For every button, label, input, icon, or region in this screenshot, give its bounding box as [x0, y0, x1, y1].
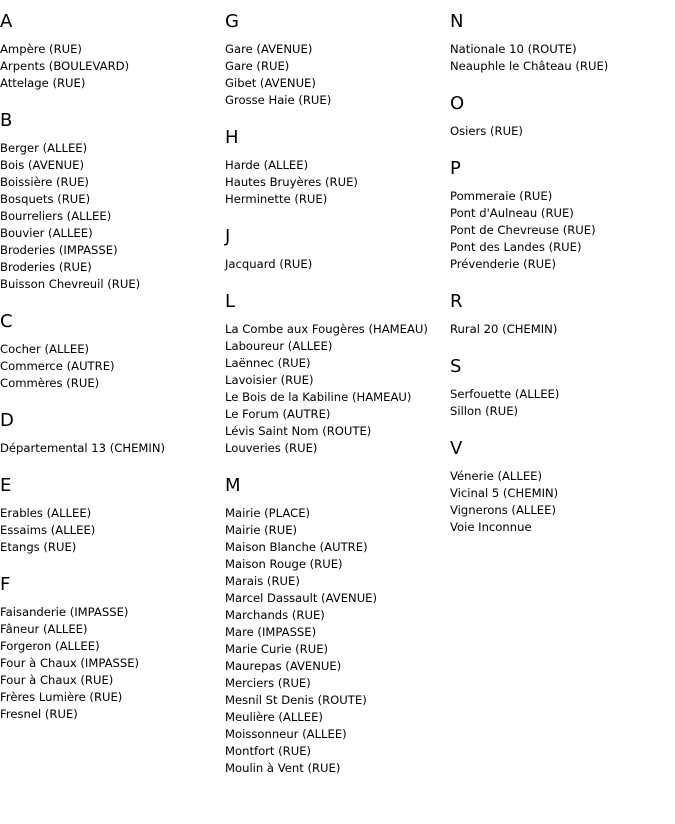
street-entry: Marais (RUE)	[225, 574, 300, 588]
street-entry: Osiers (RUE)	[450, 124, 523, 138]
section-letter-heading: B	[0, 110, 13, 131]
section-letter-heading: P	[450, 158, 461, 179]
street-entry: Lavoisier (RUE)	[225, 373, 314, 387]
street-entry: Louveries (RUE)	[225, 441, 318, 455]
street-entry: Le Bois de la Kabiline (HAMEAU)	[225, 390, 412, 404]
section-letter-heading: M	[225, 475, 241, 496]
street-entry: Pont de Chevreuse (RUE)	[450, 223, 596, 237]
letter-section-d	[0, 410, 220, 457]
section-letter-heading: N	[450, 11, 464, 32]
letter-section-l	[225, 291, 445, 457]
street-entry: Essaims (ALLEE)	[0, 523, 96, 537]
street-entry: Lévis Saint Nom (ROUTE)	[225, 424, 372, 438]
letter-section-r	[450, 291, 670, 338]
section-letter-heading: S	[450, 356, 462, 377]
street-entry: Harde (ALLEE)	[225, 158, 309, 172]
street-entry: Maison Blanche (AUTRE)	[225, 540, 368, 554]
street-entry: Maurepas (AVENUE)	[225, 659, 342, 673]
street-entry: Le Forum (AUTRE)	[225, 407, 331, 421]
section-letter-heading: R	[450, 291, 463, 312]
letter-section-c	[0, 311, 220, 392]
letter-section-a	[0, 11, 220, 92]
street-entry: Départemental 13 (CHEMIN)	[0, 441, 166, 455]
letter-section-e	[0, 475, 220, 556]
letter-section-j	[225, 226, 445, 273]
letter-section-g	[225, 11, 445, 109]
section-letter-heading: E	[0, 475, 12, 496]
street-entry: Marchands (RUE)	[225, 608, 325, 622]
street-entry: Laboureur (ALLEE)	[225, 339, 333, 353]
street-entry: Sillon (RUE)	[450, 404, 519, 418]
street-entry: Vicinal 5 (CHEMIN)	[450, 486, 559, 500]
street-entry: Gare (AVENUE)	[225, 42, 313, 56]
letter-section-f	[0, 574, 220, 723]
section-letter-heading: L	[225, 291, 236, 312]
street-entry: Montfort (RUE)	[225, 744, 312, 758]
section-letter-heading: F	[0, 574, 11, 595]
section-letter-heading: D	[0, 410, 14, 431]
street-entry: Voie Inconnue	[450, 520, 532, 534]
street-entry: Bouvier (ALLEE)	[0, 226, 93, 240]
street-entry: Rural 20 (CHEMIN)	[450, 322, 558, 336]
section-letter-heading: G	[225, 11, 239, 32]
street-entry: Hautes Bruyères (RUE)	[225, 175, 358, 189]
street-entry: Fresnel (RUE)	[0, 707, 78, 721]
street-entry: Frères Lumière (RUE)	[0, 690, 123, 704]
street-entry: Prévenderie (RUE)	[450, 257, 556, 271]
letter-section-n	[450, 11, 670, 75]
street-entry: Etangs (RUE)	[0, 540, 77, 554]
letter-section-v	[450, 438, 670, 536]
street-entry: Berger (ALLEE)	[0, 141, 88, 155]
section-letter-heading: H	[225, 127, 239, 148]
street-entry: Maison Rouge (RUE)	[225, 557, 343, 571]
street-entry: Broderies (IMPASSE)	[0, 243, 118, 257]
street-entry: Laënnec (RUE)	[225, 356, 311, 370]
street-index-column-3	[450, 11, 670, 554]
letter-section-p	[450, 158, 670, 273]
street-entry: Boissière (RUE)	[0, 175, 89, 189]
section-letter-heading: C	[0, 311, 13, 332]
street-entry: Vignerons (ALLEE)	[450, 503, 556, 517]
street-entry: Pont d'Aulneau (RUE)	[450, 206, 574, 220]
street-entry: Forgeron (ALLEE)	[0, 639, 100, 653]
street-entry: Ampère (RUE)	[0, 42, 82, 56]
street-entry: Neauphle le Château (RUE)	[450, 59, 609, 73]
street-entry: Moulin à Vent (RUE)	[225, 761, 341, 775]
street-entry: Jacquard (RUE)	[225, 257, 313, 271]
street-entry: Broderies (RUE)	[0, 260, 92, 274]
street-entry: Faisanderie (IMPASSE)	[0, 605, 129, 619]
street-entry: Commères (RUE)	[0, 376, 100, 390]
street-entry: Meulière (ALLEE)	[225, 710, 323, 724]
street-entry: Mairie (RUE)	[225, 523, 298, 537]
street-entry: Merciers (RUE)	[225, 676, 311, 690]
letter-section-b	[0, 110, 220, 293]
street-entry: Four à Chaux (RUE)	[0, 673, 114, 687]
street-entry: Mare (IMPASSE)	[225, 625, 317, 639]
street-entry: Buisson Chevreuil (RUE)	[0, 277, 141, 291]
section-letter-heading: V	[450, 438, 463, 459]
street-entry: Gare (RUE)	[225, 59, 290, 73]
street-entry: Pommeraie (RUE)	[450, 189, 553, 203]
street-entry: Commerce (AUTRE)	[0, 359, 115, 373]
street-entry: Marie Curie (RUE)	[225, 642, 329, 656]
letter-section-o	[450, 93, 670, 140]
street-entry: Bosquets (RUE)	[0, 192, 91, 206]
street-entry: Gibet (AVENUE)	[225, 76, 316, 90]
letter-section-h	[225, 127, 445, 208]
street-entry: Bourreliers (ALLEE)	[0, 209, 112, 223]
street-entry: Mairie (PLACE)	[225, 506, 311, 520]
street-entry: Pont des Landes (RUE)	[450, 240, 582, 254]
street-index-column-2	[225, 11, 445, 795]
section-letter-heading: J	[225, 226, 231, 247]
street-entry: Vénerie (ALLEE)	[450, 469, 542, 483]
street-entry: Moissonneur (ALLEE)	[225, 727, 347, 741]
street-entry: La Combe aux Fougères (HAMEAU)	[225, 322, 428, 336]
street-entry: Bois (AVENUE)	[0, 158, 84, 172]
street-entry: Arpents (BOULEVARD)	[0, 59, 130, 73]
street-entry: Marcel Dassault (AVENUE)	[225, 591, 378, 605]
street-entry: Serfouette (ALLEE)	[450, 387, 560, 401]
street-entry: Fâneur (ALLEE)	[0, 622, 88, 636]
letter-section-m	[225, 475, 445, 777]
letter-section-s	[450, 356, 670, 420]
street-entry: Erables (ALLEE)	[0, 506, 92, 520]
street-entry: Grosse Haie (RUE)	[225, 93, 332, 107]
section-letter-heading: A	[0, 11, 13, 32]
street-entry: Herminette (RUE)	[225, 192, 328, 206]
street-entry: Attelage (RUE)	[0, 76, 86, 90]
street-entry: Cocher (ALLEE)	[0, 342, 90, 356]
street-entry: Nationale 10 (ROUTE)	[450, 42, 577, 56]
section-letter-heading: O	[450, 93, 465, 114]
street-entry: Mesnil St Denis (ROUTE)	[225, 693, 367, 707]
street-index-column-1	[0, 11, 220, 741]
street-entry: Four à Chaux (IMPASSE)	[0, 656, 140, 670]
